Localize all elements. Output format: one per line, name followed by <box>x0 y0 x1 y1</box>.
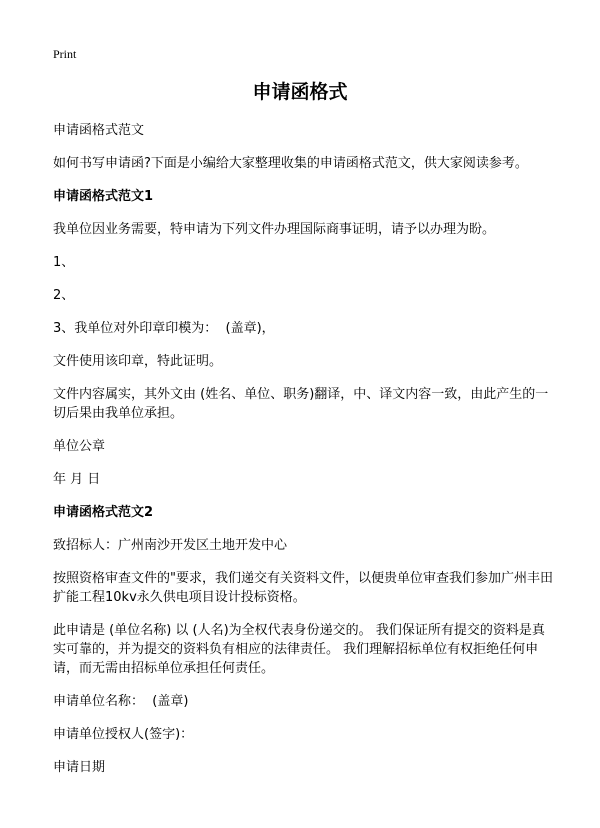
section1-item-1: 1、 <box>53 255 75 270</box>
section2-heading: 申请函格式范文2 <box>53 505 154 520</box>
section2-application-date: 申请日期 <box>53 760 106 775</box>
document-body <box>53 121 553 791</box>
section2-applicant-name: 申请单位名称： (盖章) <box>53 694 189 709</box>
section2-authorized-signer: 申请单位授权人(签字)： <box>53 727 194 742</box>
section2-paragraph: 按照资格审查文件的"要求，我们递交有关资料文件，以便贵单位审查我们参加广州丰田扩能工程10kv永久供电项目设计投标资格。 <box>53 571 553 605</box>
section2-recipient: 致招标人：广州南沙开发区土地开发中心 <box>53 538 288 553</box>
section2-paragraph: 此申请是 (单位名称) 以 (人名)为全权代表身份递交的。 我们保证所有提交的资料是真实可靠的，并为提交的资料负有相应的法律责任。 我们理解招标单位有权拒绝任何申请，而无需由招标单位承担任何责任。 <box>53 623 545 676</box>
section1-heading: 申请函格式范文1 <box>53 189 154 204</box>
intro-paragraph: 如何书写申请函?下面是小编给大家整理收集的申请函格式范文，供大家阅读参考。 <box>53 156 528 171</box>
section1-paragraph: 我单位因业务需要，特申请为下列文件办理国际商事证明，请予以办理为盼。 <box>53 222 496 237</box>
section1-item-2: 2、 <box>53 288 75 303</box>
subtitle: 申请函格式范文 <box>53 123 145 138</box>
section1-seal-label: 单位公章 <box>53 439 106 454</box>
section1-date: 年 月 日 <box>53 472 101 487</box>
section1-paragraph: 文件内容属实，其外文由 (姓名、单位、职务)翻译，中、译文内容一致，由此产生的一切后果由我单位承担。 <box>53 387 549 421</box>
section1-item-3: 3、我单位对外印章印模为： (盖章)， <box>53 321 275 336</box>
page-title: 申请函格式 <box>252 81 348 103</box>
section1-paragraph: 文件使用该印章，特此证明。 <box>53 354 223 369</box>
print-link[interactable]: Print <box>53 47 77 61</box>
